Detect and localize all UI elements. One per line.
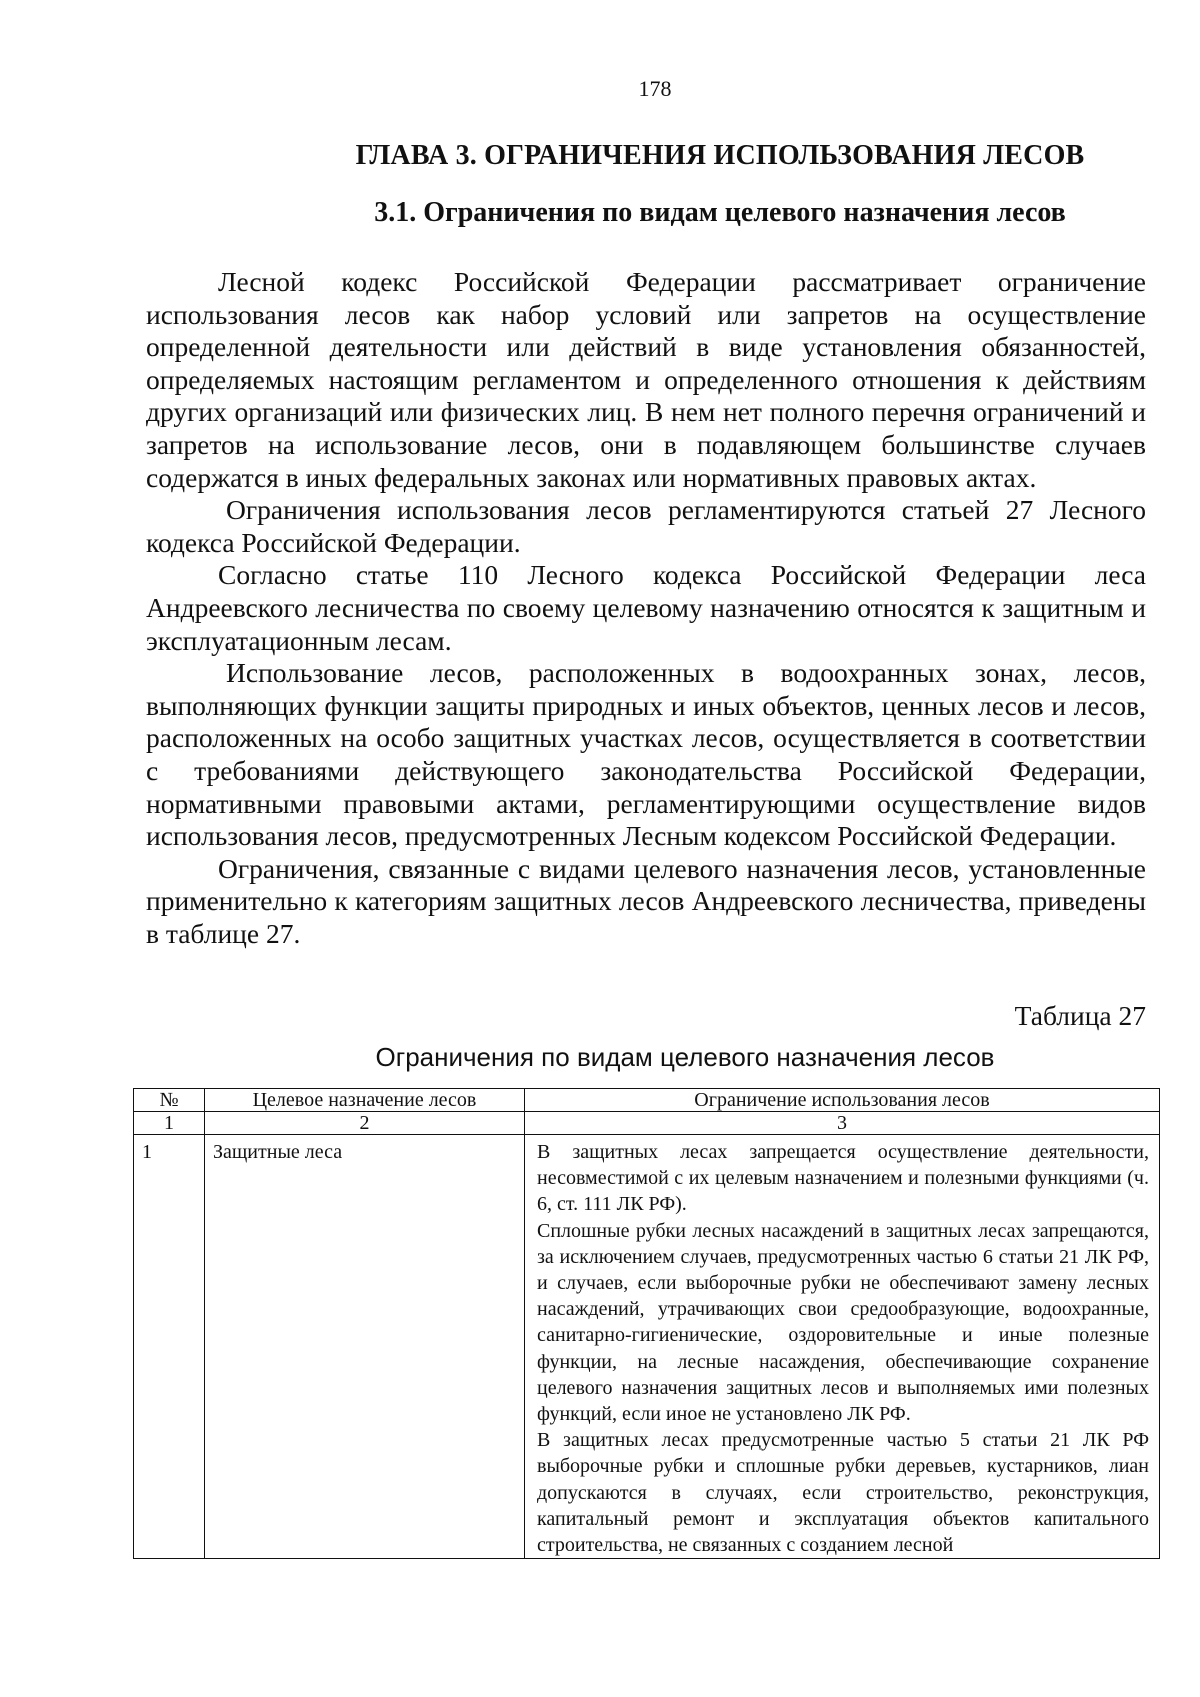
header-purpose: Целевое назначение лесов	[205, 1089, 525, 1112]
body-text	[146, 266, 1146, 950]
restrictions-table	[133, 1088, 1160, 1559]
restriction-paragraph: В защитных лесах предусмотренные частью 5 статьи 21 ЛК РФ выборочные рубки и сплошные рубки деревьев, кустарников, лиан допускаются в случаях, если строительство, реконструкция, капитальный ремонт и эксплуатация объектов капитального строительства, не связанных с созданием лесной	[537, 1429, 1149, 1557]
paragraph: Ограничения, связанные с видами целевого назначения лесов, установленные применительно к категориям защитных лесов Андреевского лесничества, приведены в таблице 27.	[146, 852, 1146, 949]
row-restriction	[525, 1135, 1160, 1559]
column-number: 2	[205, 1112, 525, 1135]
paragraph: Лесной кодекс Российской Федерации рассматривает ограничение использования лесов как набор условий или запретов на осуществление определенной деятельности или действий в виде установления обязанностей, определяемых настоящим регламентом и определенного отношения к действиям других организаций или физических лиц. В нем нет полного перечня ограничений и запретов на использование лесов, они в подавляющем большинстве случаев содержатся в иных федеральных законах или нормативных правовых актах.	[146, 266, 1146, 493]
paragraph: Согласно статье 110 Лесного кодекса Российской Федерации леса Андреевского лесничества по своему целевому назначению относятся к защитным и эксплуатационным лесам.	[146, 559, 1146, 656]
table-column-number-row	[134, 1112, 1160, 1135]
header-number: №	[134, 1089, 205, 1112]
chapter-title: ГЛАВА 3. ОГРАНИЧЕНИЯ ИСПОЛЬЗОВАНИЯ ЛЕСОВ	[355, 140, 1085, 171]
row-number: 1	[134, 1135, 205, 1559]
page-number: 178	[638, 76, 672, 101]
section-title: 3.1. Ограничения по видам целевого назначения лесов	[374, 197, 1066, 228]
table-label: Таблица 27	[1014, 1000, 1146, 1031]
header-restriction: Ограничение использования лесов	[525, 1089, 1160, 1112]
table-row	[134, 1135, 1160, 1559]
table-caption: Ограничения по видам целевого назначения лесов	[375, 1042, 995, 1072]
column-number: 3	[525, 1112, 1160, 1135]
row-purpose: Защитные леса	[205, 1135, 525, 1559]
paragraph: Ограничения использования лесов регламентируются статьей 27 Лесного кодекса Российской Федерации.	[146, 494, 1146, 558]
restriction-paragraph: В защитных лесах запрещается осуществление деятельности, несовместимой с их целевым назначением и полезными функциями (ч. 6, ст. 111 ЛК РФ).	[537, 1141, 1149, 1216]
restriction-paragraph: Сплошные рубки лесных насаждений в защитных лесах запрещаются, за исключением случаев, предусмотренных частью 6 статьи 21 ЛК РФ, и случаев, если выборочные рубки не обеспечивают замену лесных насаждений, утрачивающих свои средообразующие, водоохранные, санитарно-гигиенические, оздоровительные и иные полезные функции, на лесные насаждения, обеспечивающие сохранение целевого назначения защитных лесов и выполняемых ими полезных функций, если иное не установлено ЛК РФ.	[537, 1219, 1149, 1426]
table-header-row	[134, 1089, 1160, 1112]
column-number: 1	[134, 1112, 205, 1135]
paragraph: Использование лесов, расположенных в водоохранных зонах, лесов, выполняющих функции защиты природных и иных объектов, ценных лесов и лесов, расположенных на особо защитных участках лесов, осуществляется в соответствии с требованиями действующего законодательства Российской Федерации, нормативными правовыми актами, регламентирующими осуществление видов использования лесов, предусмотренных Лесным кодексом Российской Федерации.	[146, 657, 1146, 852]
